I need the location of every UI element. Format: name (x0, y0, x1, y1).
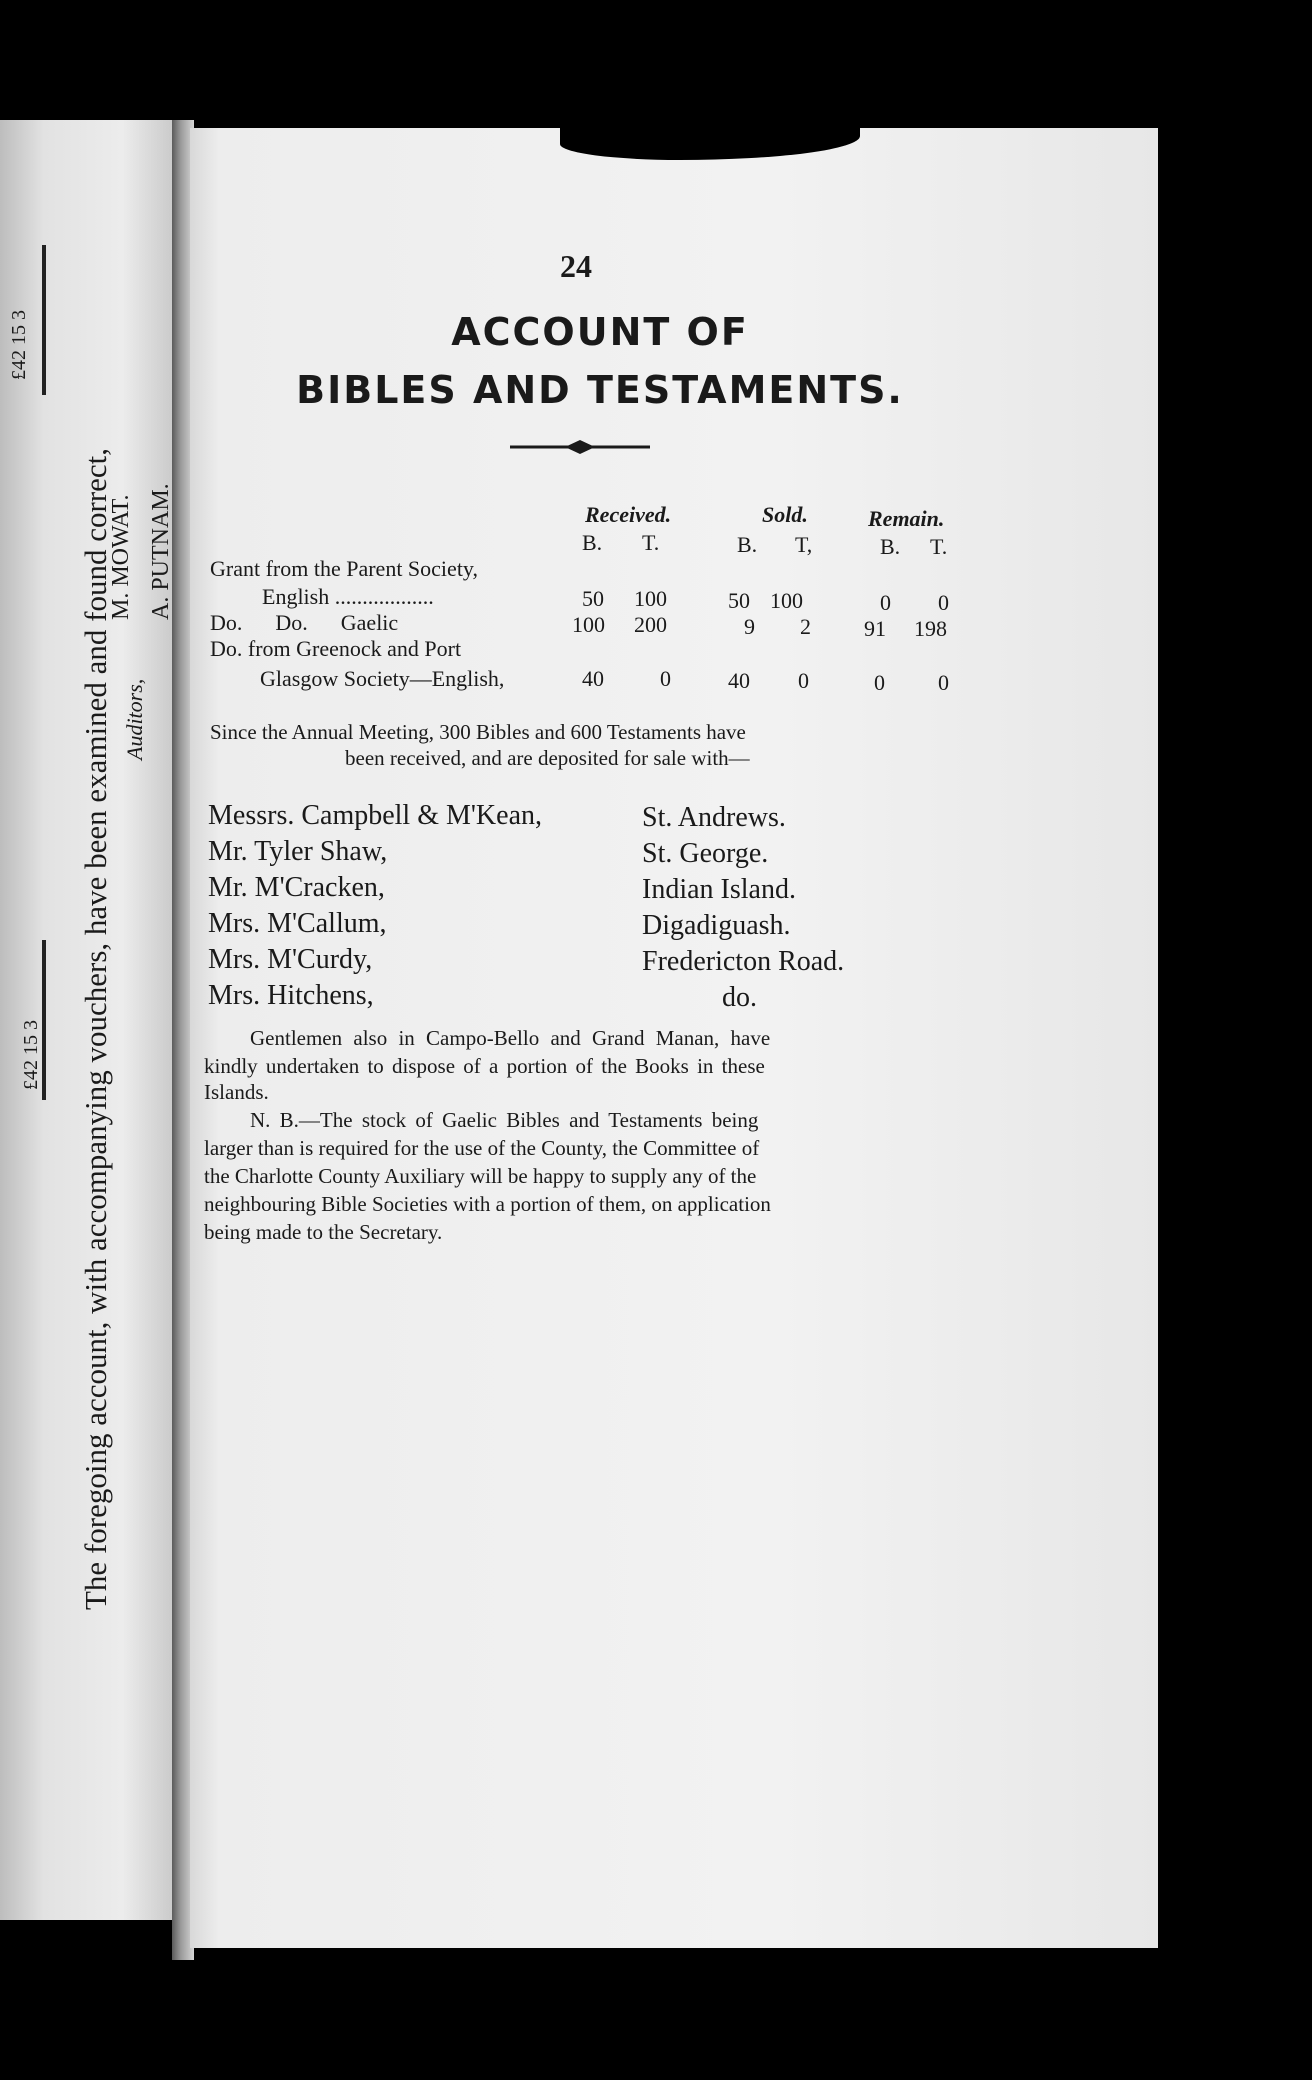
depositories-places (642, 800, 844, 1016)
sub-header-t: T, (795, 532, 813, 557)
cell-received-b: 100 (572, 612, 605, 637)
cell-received-b: 40 (582, 666, 604, 691)
cell-remain-b: 0 (874, 670, 885, 695)
attestation-text: The foregoing account, with accompanying vouchers, have been examined and found correct, (78, 447, 113, 1610)
cell-sold-b: 40 (728, 668, 750, 693)
depository-name: Mrs. Hitchens, (208, 980, 374, 1011)
nb-line-4: neighbouring Bible Societies with a portion of them, on application (204, 1192, 771, 1216)
depository-place: St. Andrews. (642, 802, 786, 833)
left-amount-bottom: £42 15 3 (20, 1020, 42, 1090)
gentlemen-line-1: Gentlemen also in Campo-Bello and Grand Manan, have (250, 1026, 771, 1050)
sub-header-t: T. (642, 530, 660, 555)
cell-received-t: 200 (634, 612, 667, 637)
depository-place: do. (722, 982, 757, 1013)
cell-sold-t: 0 (798, 668, 809, 693)
heading-bibles-testaments: BIBLES AND TESTAMENTS. (296, 368, 904, 412)
cell-received-t: 0 (660, 666, 671, 691)
depository-name: Mrs. M'Curdy, (208, 944, 373, 975)
cell-remain-t: 198 (914, 616, 947, 641)
gentlemen-line-3: Islands. (204, 1080, 269, 1104)
row-label: Grant from the Parent Society, (210, 556, 478, 581)
cell-sold-b: 50 (728, 588, 750, 613)
sub-header-b: B. (582, 530, 603, 555)
ornament-rule (510, 440, 650, 454)
depository-place: Digadiguash. (642, 910, 791, 941)
depository-place: Fredericton Road. (642, 946, 845, 977)
nb-line-5: being made to the Secretary. (204, 1220, 443, 1244)
depository-name: Mrs. M'Callum, (208, 908, 387, 939)
cell-remain-t: 0 (938, 670, 949, 695)
depository-name: Messrs. Campbell & M'Kean, (208, 800, 543, 831)
nb-line-2: larger than is required for the use of the County, the Committee of (204, 1136, 760, 1160)
header-sold: Sold. (762, 502, 808, 527)
cell-received-b: 50 (582, 586, 604, 611)
gentlemen-line-2: kindly undertaken to dispose of a portion of the Books in these (204, 1054, 765, 1078)
auditors-label: Auditors, (122, 678, 147, 760)
since-line-2: been received, and are deposited for sale with— (345, 746, 750, 770)
row-label: Do. from Greenock and Port (210, 636, 462, 661)
depository-name: Mr. M'Cracken, (208, 872, 385, 903)
depositories-names (208, 798, 542, 1014)
cell-received-t: 100 (634, 586, 667, 611)
heading-account-of: ACCOUNT OF (451, 310, 749, 354)
total-rule-top (42, 245, 46, 395)
auditor-1: M. MOWAT. (108, 494, 134, 620)
depository-place: Indian Island. (642, 874, 796, 905)
left-amount-top: £42 15 3 (8, 310, 30, 380)
depository-place: St. George. (642, 838, 769, 869)
header-received: Received. (585, 502, 672, 527)
cell-remain-t: 0 (938, 590, 949, 615)
row-label: Glasgow Society—English, (260, 666, 505, 691)
nb-line-1: N. B.—The stock of Gaelic Bibles and Testaments being (250, 1108, 759, 1132)
depository-name: Mr. Tyler Shaw, (208, 836, 388, 867)
sub-header-t: T. (930, 534, 948, 559)
cell-sold-b: 9 (744, 614, 755, 639)
header-remain: Remain. (868, 506, 945, 531)
page-number: 24 (560, 248, 592, 284)
cell-remain-b: 0 (880, 590, 891, 615)
row-label: Do. Do. Gaelic (210, 610, 399, 635)
sub-header-b: B. (880, 534, 901, 559)
sub-header-b: B. (737, 532, 758, 557)
since-line-1: Since the Annual Meeting, 300 Bibles and 600 Testaments have (210, 720, 746, 744)
cell-sold-t: 100 (770, 588, 803, 613)
row-label: English .................. (262, 584, 434, 609)
cell-sold-t: 2 (800, 614, 811, 639)
auditor-2: A. PUTNAM. (148, 483, 174, 620)
nb-line-3: the Charlotte County Auxiliary will be happy to supply any of the (204, 1164, 757, 1188)
cell-remain-b: 91 (864, 616, 886, 641)
